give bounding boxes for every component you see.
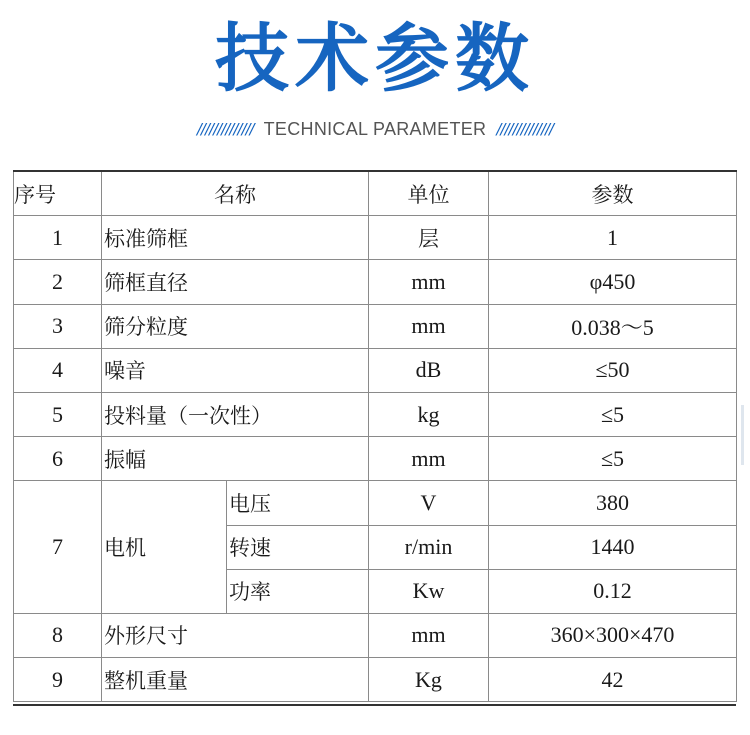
row-value: ≤50 <box>489 348 737 392</box>
row-value: ≤5 <box>489 437 737 481</box>
row-index: 6 <box>14 437 102 481</box>
row-name: 电机 <box>102 481 227 614</box>
row-unit: mm <box>369 304 489 348</box>
table-row <box>14 260 737 304</box>
table-row <box>14 658 737 702</box>
row-value: 1 <box>489 216 737 260</box>
header-name: 名称 <box>102 171 369 216</box>
row-value: 0.038～5 <box>489 304 737 348</box>
table-row <box>14 392 737 436</box>
row-unit: r/min <box>369 525 489 569</box>
row-name: 外形尺寸 <box>102 613 369 657</box>
row-value: 380 <box>489 481 737 525</box>
table-row <box>14 304 737 348</box>
table-row <box>14 437 737 481</box>
motor-sub-name: 转速 <box>227 525 369 569</box>
row-unit: mm <box>369 437 489 481</box>
motor-sub-name: 电压 <box>227 481 369 525</box>
row-unit: Kg <box>369 658 489 702</box>
table-header-row <box>14 171 737 216</box>
row-index: 7 <box>14 481 102 614</box>
row-index: 3 <box>14 304 102 348</box>
row-value: 360×300×470 <box>489 613 737 657</box>
row-index: 8 <box>14 613 102 657</box>
row-value: 1440 <box>489 525 737 569</box>
row-index: 5 <box>14 392 102 436</box>
row-unit: V <box>369 481 489 525</box>
table-bottom-rule <box>13 704 736 706</box>
row-name: 振幅 <box>102 437 369 481</box>
row-unit: mm <box>369 260 489 304</box>
row-index: 2 <box>14 260 102 304</box>
row-index: 4 <box>14 348 102 392</box>
parameter-table <box>13 170 737 702</box>
slash-decoration-left: ////////////// <box>196 120 254 138</box>
row-unit: Kw <box>369 569 489 613</box>
row-name: 噪音 <box>102 348 369 392</box>
page-title: 技术参数 <box>215 16 535 102</box>
row-name: 投料量（一次性） <box>102 392 369 436</box>
row-value: φ450 <box>489 260 737 304</box>
motor-sub-name: 功率 <box>227 569 369 613</box>
row-value: 42 <box>489 658 737 702</box>
row-value: ≤5 <box>489 392 737 436</box>
row-name: 标准筛框 <box>102 216 369 260</box>
row-unit: 层 <box>369 216 489 260</box>
table-row <box>14 348 737 392</box>
subtitle-bar <box>0 116 750 142</box>
row-name: 筛分粒度 <box>102 304 369 348</box>
subtitle-text: TECHNICAL PARAMETER <box>263 118 487 139</box>
table-row-motor <box>14 481 737 525</box>
row-unit: kg <box>369 392 489 436</box>
row-index: 1 <box>14 216 102 260</box>
row-unit: mm <box>369 613 489 657</box>
header-unit: 单位 <box>369 171 489 216</box>
row-name: 整机重量 <box>102 658 369 702</box>
row-index: 9 <box>14 658 102 702</box>
row-name: 筛框直径 <box>102 260 369 304</box>
table-row <box>14 216 737 260</box>
header-value: 参数 <box>489 171 737 216</box>
scrollbar-thumb[interactable] <box>741 405 744 465</box>
row-value: 0.12 <box>489 569 737 613</box>
table-row <box>14 613 737 657</box>
header-index: 序号 <box>14 171 102 216</box>
row-unit: dB <box>369 348 489 392</box>
slash-decoration-right: ////////////// <box>496 120 554 138</box>
